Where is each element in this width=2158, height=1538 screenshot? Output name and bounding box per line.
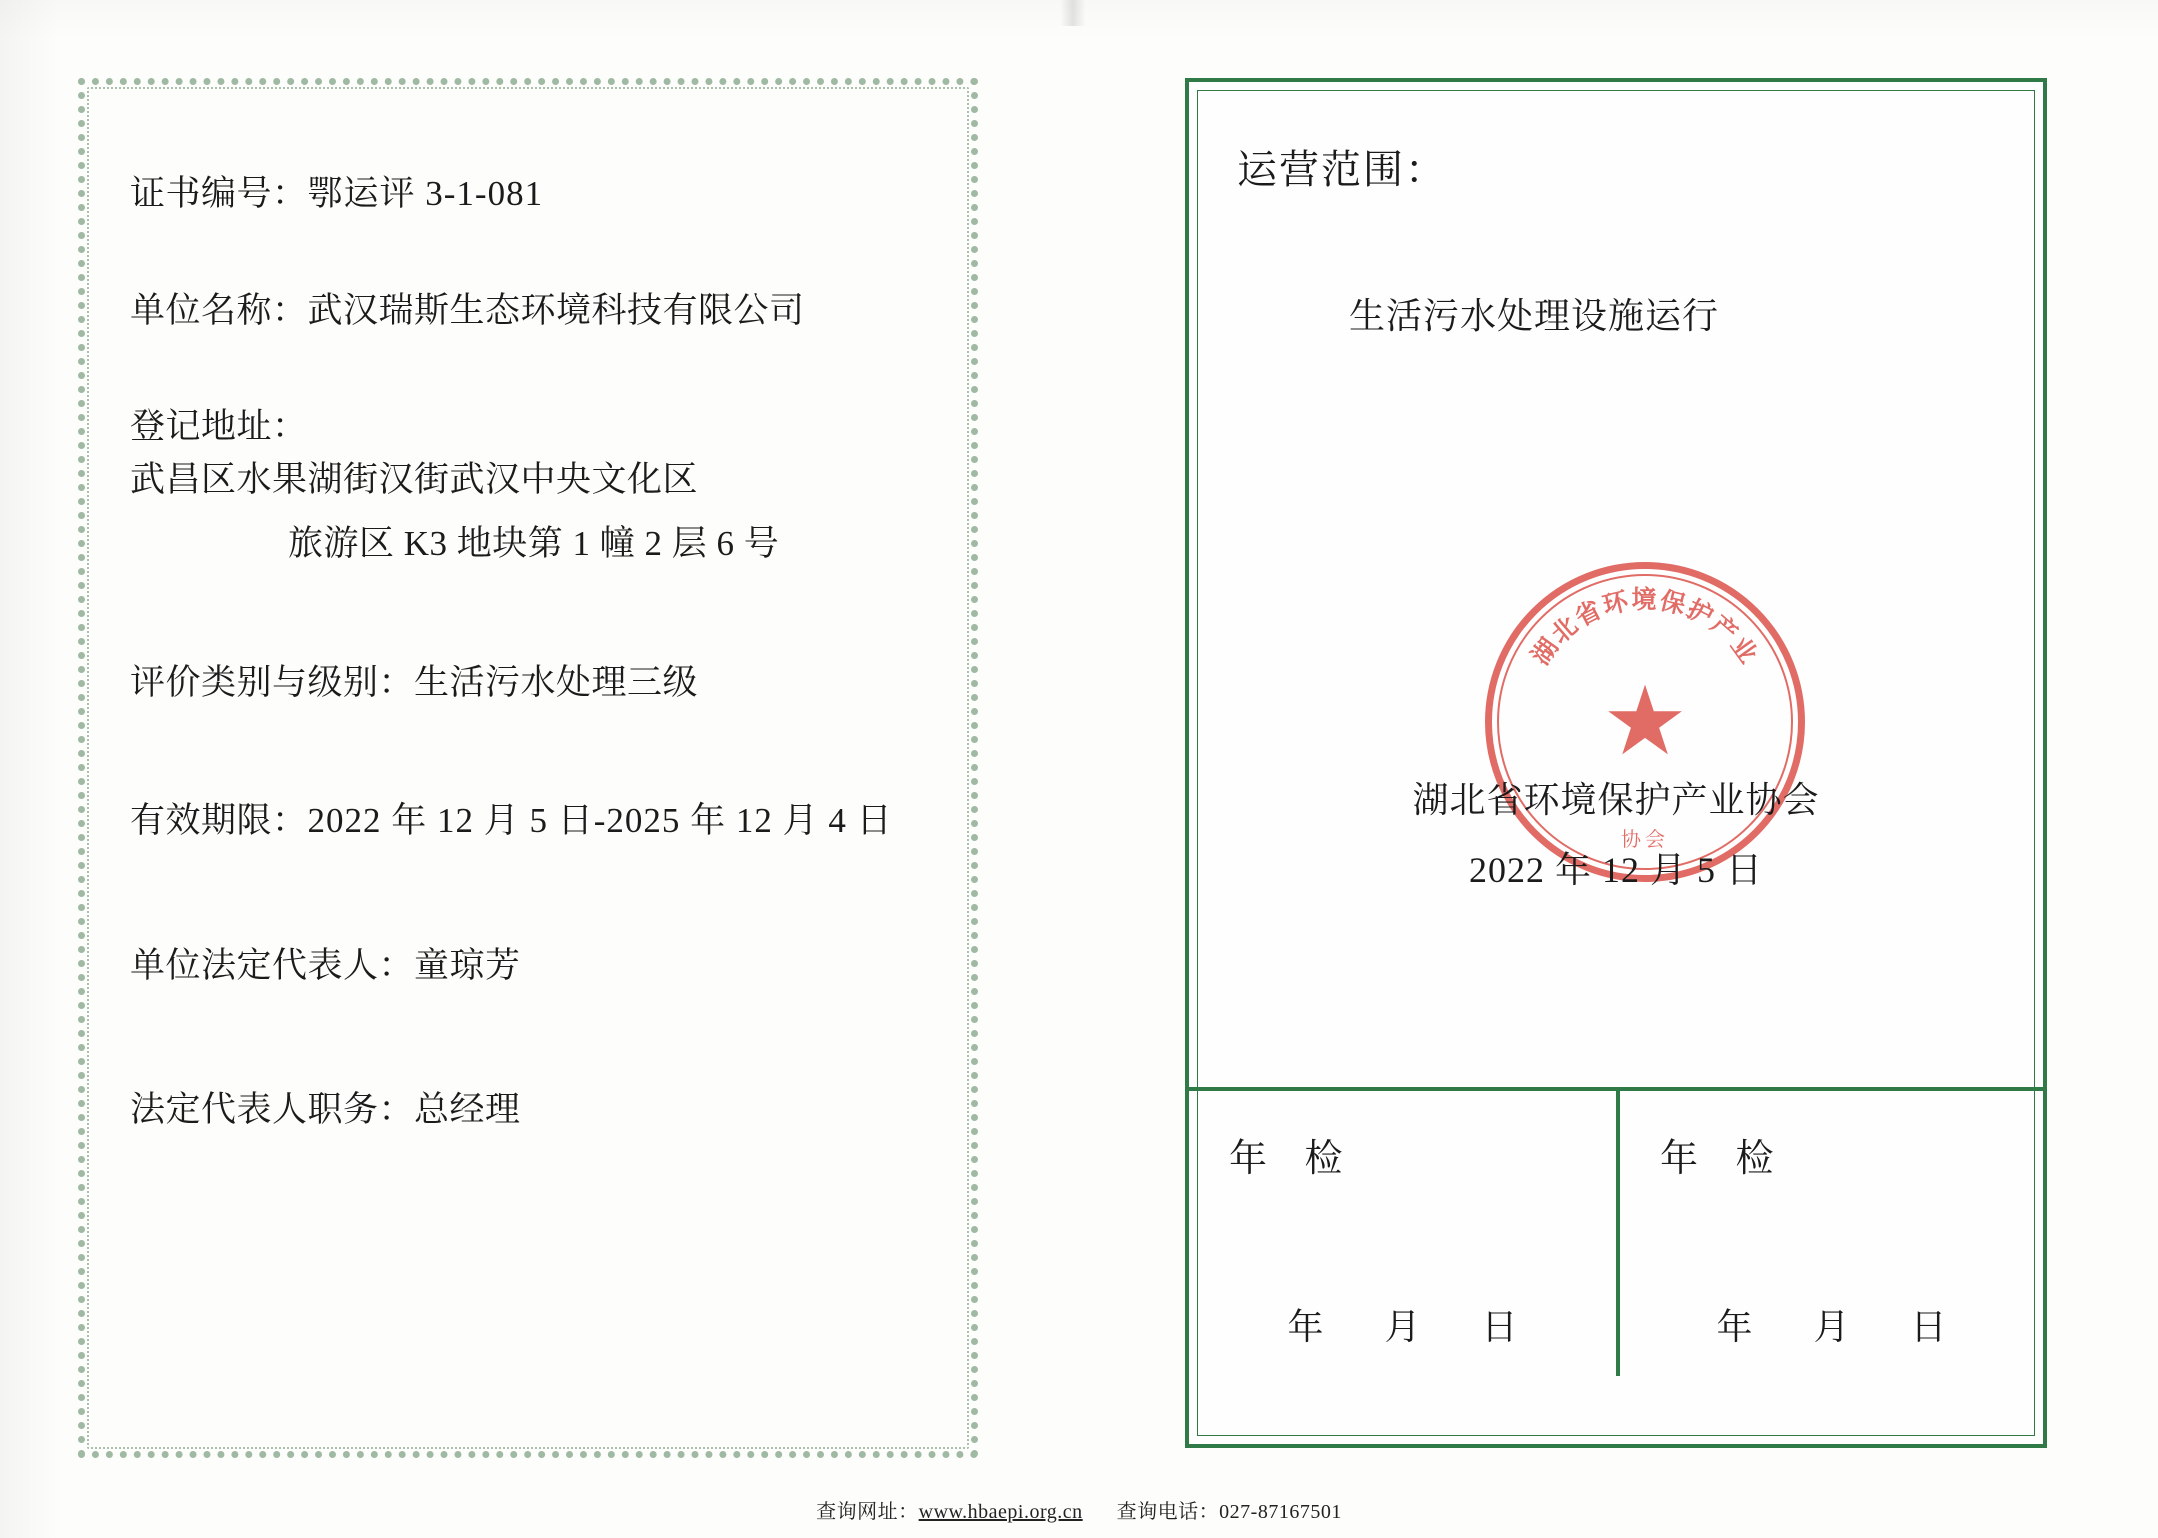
annual-inspection-date-1: 年 月 日 [1287,1307,1544,1347]
field-legal-representative [130,940,938,993]
seal-bottom-text: 协会 [1621,829,1669,851]
label-company-name: 单位名称： [130,290,308,330]
official-seal-stamp [1485,562,1805,882]
seal-star-icon: ★ [1601,668,1689,775]
annual-inspection-cell-1 [1189,1091,1616,1376]
certificate-fields [130,168,938,1418]
value-company-name: 武汉瑞斯生态环境科技有限公司 [307,290,805,330]
seal-arc-text [1485,562,1805,882]
field-representative-title [130,1084,938,1137]
left-certificate-panel [78,78,978,1458]
annual-inspection-title-2: 年 检 [1660,1138,1788,1180]
value-query-phone: 027-87167501 [1219,1501,1342,1523]
value-representative-title: 总经理 [414,1090,521,1129]
value-legal-representative: 童琼芳 [414,945,521,985]
label-evaluation-category: 评价类别与级别： [130,662,415,702]
field-registered-address [130,401,938,571]
label-validity-period: 有效期限： [130,801,308,840]
value-query-website: www.hbaepi.org.cn [918,1501,1083,1523]
value-operation-scope: 生活污水处理设施运行 [1349,296,1720,336]
label-representative-title: 法定代表人职务： [130,1090,415,1129]
label-registered-address: 登记地址： [130,407,308,446]
issue-date: 2022 年 12 月 5 日 [1468,850,1763,890]
value-certificate-number: 鄂运评 3-1-081 [307,174,544,213]
value-registered-address-line2: 旅游区 K3 地块第 1 幢 2 层 6 号 [288,524,780,563]
label-certificate-number: 证书编号： [130,174,308,213]
value-validity-period: 2022 年 12 月 5 日-2025 年 12 月 4 日 [307,801,893,840]
label-operation-scope: 运营范围： [1237,147,1447,192]
issuing-authority: 湖北省环境保护产业协会 [1412,780,1820,820]
value-registered-address-line1: 武昌区水果湖街汉街武汉中央文化区 [130,459,699,499]
page-fold-shadow [1060,0,1086,26]
right-certificate-panel [1185,78,2047,1448]
label-query-phone: 查询电话： [1116,1501,1220,1523]
field-certificate-number [130,168,938,221]
annual-inspection-title-1: 年 检 [1229,1138,1357,1180]
value-evaluation-category: 生活污水处理三级 [414,662,699,702]
annual-inspection-date-2: 年 月 日 [1716,1307,1973,1347]
annual-inspection-cell-2 [1616,1091,2043,1376]
footer-contact-note [0,1495,2158,1524]
annual-inspection-row [1189,1087,2043,1376]
field-validity-period [130,795,938,848]
svg-text:湖北省环境保护产业: 湖北省环境保护产业 [1527,587,1763,671]
field-company-name [130,285,938,338]
label-legal-representative: 单位法定代表人： [130,945,415,985]
field-evaluation-category [130,657,938,710]
seal-inner-ring [1497,574,1793,870]
operation-scope-section [1189,82,2043,1087]
seal-outer-ring [1485,562,1805,882]
label-query-website: 查询网址： [816,1501,919,1523]
